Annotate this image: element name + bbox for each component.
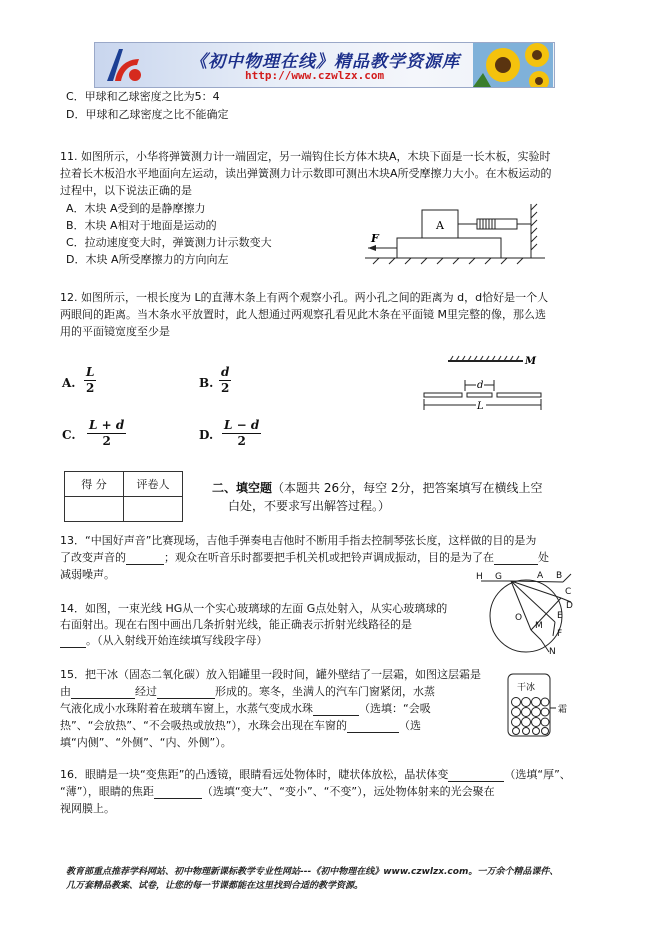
footer-line-1: 教育部重点推荐学科网站、初中物理新课标教学专业性网站---《初中物理在线》www.czwlzx.com。一万余个精品课件、 <box>66 867 559 877</box>
q15-can-label: 干冰 <box>517 683 536 693</box>
q12-mirror-label: M <box>525 356 537 367</box>
q15-blank-4[interactable] <box>347 720 399 733</box>
q13-text-2a: 了改变声音的 <box>60 551 126 564</box>
q15-text-4 <box>60 719 421 733</box>
q15-blank-3[interactable] <box>313 703 359 716</box>
q15-blank-1[interactable] <box>71 686 135 699</box>
q11-text-2: 拉着长木板沿水平地面向左运动，读出弹簧测力计示数即可测出木块A所受摩擦力大小。在木板运动的 <box>60 167 552 180</box>
q11-option-b: B．木块 A相对于地面是运动的 <box>66 219 217 232</box>
q12-d-label: d <box>477 380 484 391</box>
q12-l-label: L <box>477 401 484 412</box>
q14-label-n: N <box>549 647 556 656</box>
q11-figure <box>365 200 550 272</box>
q11-option-a: A．木块 A受到的是静摩擦力 <box>66 202 206 215</box>
q13-text-2c: 处 <box>538 551 549 564</box>
banner-title: 《初中物理在线》精品教学资源库 <box>190 52 460 72</box>
q12-text-2: 两眼间的距离。当木条水平放置时，此人想通过两观察孔看见此木条在平面镜 M里完整的像，那么选 <box>60 308 546 321</box>
q12-text-3: 用的平面镜宽度至少是 <box>60 325 170 338</box>
q12-option-a-num: L <box>86 365 95 379</box>
q16-text-1 <box>60 768 571 782</box>
q15-text-2b: 经过 <box>135 685 157 698</box>
q12-option-a-den: 2 <box>86 381 95 395</box>
q12-option-c-den: 2 <box>102 434 111 448</box>
q16-blank-1[interactable] <box>448 769 504 782</box>
q13-text-3: 减弱噪声。 <box>60 568 115 581</box>
q13-blank-2[interactable] <box>494 552 538 565</box>
q11-option-d: D．木块 A所受摩擦力的方向向左 <box>66 253 229 266</box>
q11-text-1: 11. 如图所示，小华将弹簧测力计一端固定，另一端钩住长方体木块A，木块下面是一长木板，实验时 <box>60 150 551 163</box>
q11-text-3: 过程中，以下说法正确的是 <box>60 184 192 197</box>
q12-option-a-fraction <box>84 365 96 396</box>
grader-cell <box>124 497 183 522</box>
q14-label-h: H <box>476 572 483 582</box>
section-2-title: 二、填空题 <box>212 481 273 495</box>
score-cell <box>65 497 124 522</box>
q11-block-label: A <box>436 219 444 232</box>
q15-text-3 <box>60 702 431 716</box>
q13-blank-1[interactable] <box>126 552 164 565</box>
q11-force-label: F <box>371 232 379 245</box>
q14-label-d: D <box>566 601 573 611</box>
q14-label-e: E <box>557 611 563 621</box>
q12-option-b-fraction <box>219 365 231 396</box>
q16-text-2a: “薄”），眼睛的焦距 <box>60 785 154 798</box>
q15-figure <box>504 670 574 742</box>
q14-blank[interactable] <box>60 635 86 648</box>
q12-option-b-den: 2 <box>221 381 230 395</box>
site-logo <box>101 45 147 85</box>
q15-text-2a: 由 <box>60 685 71 698</box>
sunflower-image <box>473 43 553 87</box>
q14-text-2: 右面射出。现在右图中画出几条折射光线，能正确表示折射光线路径的是 <box>60 618 412 631</box>
q12-option-c-num: L + d <box>89 418 125 432</box>
q14-figure <box>475 568 583 656</box>
q15-text-3a: 气液化成小水珠附着在玻璃车窗上，水蒸气变成水珠 <box>60 702 313 715</box>
q14-label-g: G <box>495 572 502 582</box>
q12-figure <box>420 350 545 412</box>
q16-text-1a: 16．眼睛是一块“变焦距”的凸透镜，眼睛看远处物体时，睫状体放松，晶状体变 <box>60 768 449 781</box>
q15-text-1: 15．把干冰（固态二氧化碳）放入铝罐里一段时间，罐外壁结了一层霜，如图这层霜是 <box>60 668 481 681</box>
header-banner <box>94 42 555 88</box>
q13-text-1: 13．“中国好声音”比赛现场，吉他手弹奏电吉他时不断用手指去控制琴弦长度，这样做的目的是为 <box>60 534 537 547</box>
q15-blank-2[interactable] <box>157 686 215 699</box>
q15-text-4a: 热”、“会放热”、“不会吸热或放热”），水珠会出现在车窗的 <box>60 719 347 732</box>
q14-label-f: F <box>557 629 563 639</box>
footer-line-2: 几万套精品教案、试卷，让您的每一节课都能在这里找到合适的教学资源。 <box>66 881 364 891</box>
q15-frost-label: 霜 <box>558 705 568 715</box>
q16-blank-2[interactable] <box>154 786 202 799</box>
q16-text-3: 视网膜上。 <box>60 802 115 815</box>
q14-label-a: A <box>537 571 544 581</box>
q14-text-1: 14．如图，一束光线 HG从一个实心玻璃球的左面 G点处射入，从实心玻璃球的 <box>60 602 448 615</box>
q12-option-d-num: L − d <box>224 418 260 432</box>
q12-option-c-label: C. <box>62 428 76 442</box>
q12-option-b-label: B. <box>199 376 214 390</box>
section-2-heading <box>212 481 543 495</box>
q12-option-d-label: D. <box>199 428 214 442</box>
q14-text-3b: 。（从入射线开始连续填写线段字母） <box>86 634 268 647</box>
q16-text-2b: （选填“变大”、“变小”、“不变”），远处物体射来的光会聚在 <box>201 785 495 798</box>
q12-option-d-den: 2 <box>237 434 246 448</box>
q15-text-2c: 形成的。寒冬，坐满人的汽车门窗紧闭，水蒸 <box>215 685 435 698</box>
q15-text-3b: （选填：“会吸 <box>359 702 431 715</box>
q12-option-c-fraction <box>87 418 126 449</box>
grader-label: 评卷人 <box>124 472 183 497</box>
q14-label-m: M <box>535 621 543 631</box>
prev-option-c: C．甲球和乙球密度之比为5：4 <box>66 90 220 103</box>
q12-text-1: 12. 如图所示，一根长度为 L的直薄木条上有两个观察小孔。两小孔之间的距离为 d，d恰好是一个人 <box>60 291 549 304</box>
q14-label-c: C <box>565 587 572 597</box>
score-table <box>64 471 183 522</box>
q15-text-2 <box>60 685 435 699</box>
q14-text-3 <box>60 634 268 648</box>
q12-option-b-num: d <box>221 365 230 379</box>
q13-text-2b: ；观众在听音乐时都要把手机关机或把铃声调成振动，目的是为了在 <box>164 551 494 564</box>
q11-option-c: C．拉动速度变大时，弹簧测力计示数变大 <box>66 236 272 249</box>
q12-option-a-label: A. <box>62 376 76 390</box>
section-2-line-2: 白处，不要求写出解答过程。） <box>228 499 391 513</box>
section-2-line-1: （本题共 26分，每空 2分，把答案填写在横线上空 <box>272 481 543 495</box>
q14-label-o: O <box>515 613 523 623</box>
q16-text-1b: （选填“厚”、 <box>504 768 571 781</box>
q12-option-d-fraction <box>222 418 261 449</box>
q15-text-4b: （选 <box>399 719 421 732</box>
score-label: 得 分 <box>65 472 124 497</box>
q16-text-2 <box>60 785 495 799</box>
q13-text-2 <box>60 551 549 565</box>
banner-url[interactable]: http://www.czwlzx.com <box>245 69 385 82</box>
q14-label-b: B <box>556 571 563 581</box>
prev-option-d: D．甲球和乙球密度之比不能确定 <box>66 108 229 121</box>
q15-text-5: 填“内侧”、“外侧”、“内、外侧”）。 <box>60 736 232 749</box>
